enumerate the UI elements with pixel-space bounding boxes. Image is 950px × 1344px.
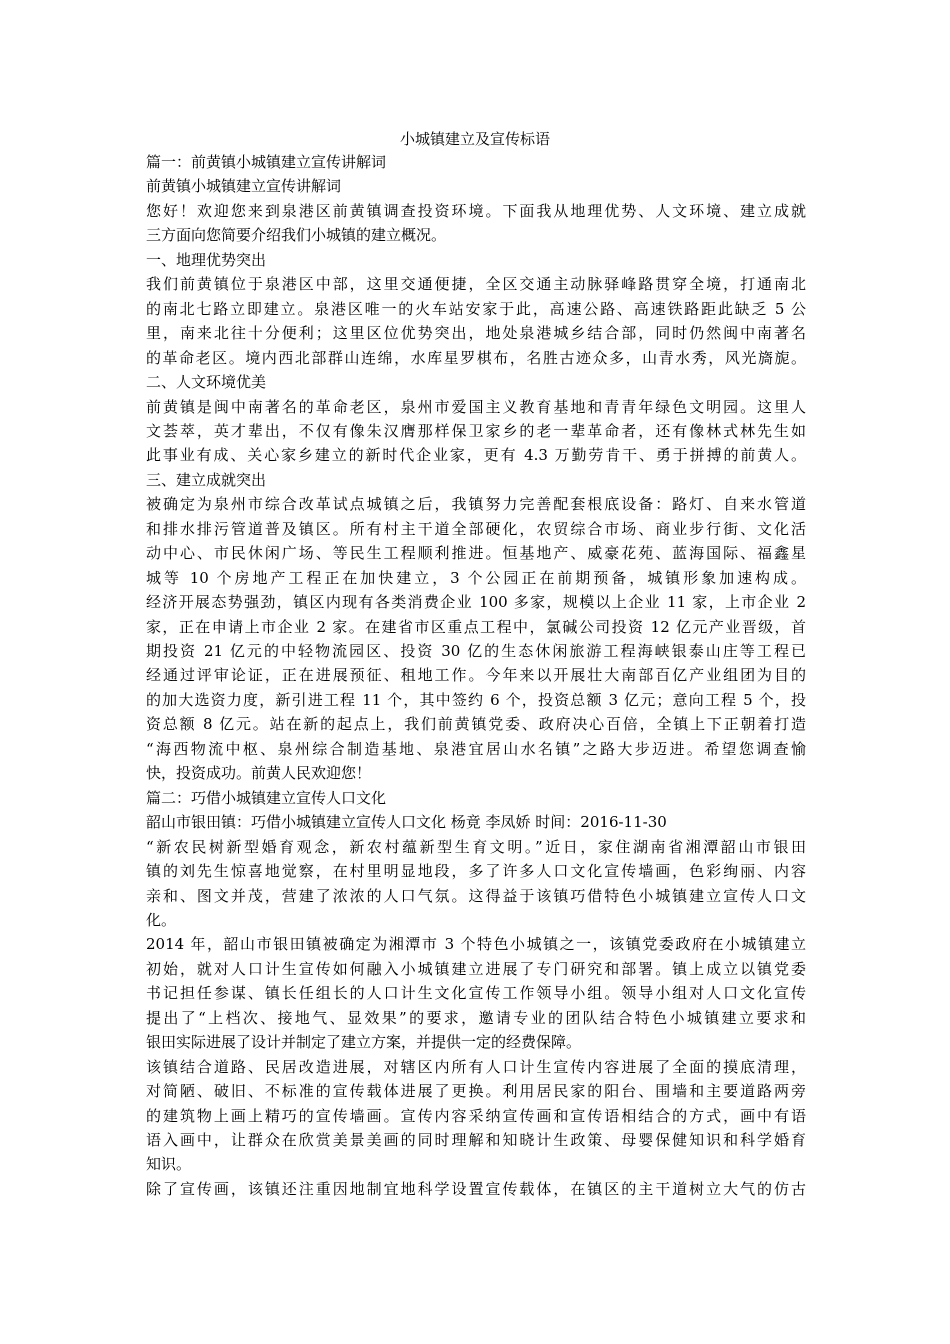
document-title: 小城镇建立及宣传标语: [399, 130, 550, 148]
body-line: 经济开展态势强劲，镇区内现有各类消费企业 100 多家，规模以上企业 11 家，上市企业 2: [146, 593, 806, 612]
body-line: 银田实际进展了设计并制定了建立方案，并提供一定的经费保障。: [146, 1033, 582, 1052]
body-line: 我们前黄镇位于泉港区中部，这里交通便捷，全区交通主动脉驿峰路贯穿全境，打通南北: [146, 275, 806, 294]
body-line: 除了宣传画，该镇还注重因地制宜地科学设置宣传载体，在镇区的主干道树立大气的仿古: [146, 1179, 806, 1198]
body-line: 对简陋、破旧、不标准的宣传载体进展了更换。利用居民家的阳台、围墙和主要道路两旁: [146, 1082, 806, 1101]
body-line: 知识。: [146, 1155, 192, 1174]
body-line: 城等 10 个房地产工程正在加快建立，3 个公园正在前期预备，城镇形象加速构成。: [146, 568, 806, 587]
body-line: 的南北七路立即建立。泉港区唯一的火车站安家于此，高速公路、高速铁路距此缺乏 5 公: [146, 299, 806, 318]
body-line: 前黄镇小城镇建立宣传讲解词: [146, 177, 342, 196]
body-line: 和排水排污管道普及镇区。所有村主干道全部硬化，农贸综合市场、商业步行街、文化活: [146, 519, 806, 538]
body-line: “海西物流中枢、泉州综合制造基地、泉港宜居山水名镇”之路大步迈进。希望您调查愉: [146, 739, 806, 758]
body-line: 三、建立成就突出: [146, 470, 267, 489]
body-line: 的建筑物上画上精巧的宣传墙画。宣传内容采纳宣传画和宣传语相结合的方式，画中有语: [146, 1106, 806, 1125]
body-line: 篇二：巧借小城镇建立宣传人口文化: [146, 788, 387, 807]
body-line: 此事业有成、关心家乡建立的新时代企业家，更有 4.3 万勤劳肯干、勇于拼搏的前黄人。: [146, 446, 806, 465]
body-line: 镇的刘先生惊喜地觉察，在村里明显地段，多了许多人口文化宣传墙画，色彩绚丽、内容: [146, 862, 806, 880]
body-line: 三方面向您简要介绍我们小城镇的建立概况。: [146, 226, 447, 245]
body-line: 2014 年，韶山市银田镇被确定为湘潭市 3 个特色小城镇之一，该镇党委政府在小城镇建立: [146, 935, 806, 954]
body-line: 的加大选资力度，新引进工程 11 个，其中签约 6 个，投资总额 3 亿元；意向工程 5 个，投: [146, 690, 806, 709]
body-line: 化。: [146, 910, 177, 929]
body-line: 文荟萃，英才辈出，不仅有像朱汉膺那样保卫家乡的老一辈革命者，还有像林式林先生如: [146, 421, 806, 440]
body-line: 亲和、图文并茂，营建了浓浓的人口气氛。这得益于该镇巧借特色小城镇建立宣传人口文: [146, 886, 806, 905]
body-line: 篇一：前黄镇小城镇建立宣传讲解词: [146, 153, 387, 171]
body-line: 提出了“上档次、接地气、显效果”的要求，邀请专业的团队结合特色小城镇建立要求和: [146, 1008, 806, 1027]
body-line: 里，南来北往十分便利；这里区位优势突出，地处泉港城乡结合部，同时仍然闽中南著名: [146, 324, 806, 343]
body-line: 的革命老区。境内西北部群山连绵，水库星罗棋布，名胜古迹众多，山青水秀，风光旖旎。: [146, 348, 806, 367]
body-line: 一、地理优势突出: [146, 250, 267, 269]
body-line: 快，投资成功。前黄人民欢迎您！: [146, 764, 372, 783]
body-line: 期投资 21 亿元的中轻物流园区、投资 30 亿的生态休闲旅游工程海峡银泰山庄等工程已: [146, 642, 806, 660]
body-line: 书记担任参谋、镇长任组长的人口计生文化宣传工作领导小组。领导小组对人口文化宣传: [146, 984, 806, 1003]
body-line: 资总额 8 亿元。站在新的起点上，我们前黄镇党委、政府决心百倍，全镇上下正朝着打造: [146, 715, 806, 734]
body-line: 家，正在申请上市企业 2 家。在建省市区重点工程中，氯碱公司投资 12 亿元产业晋级，首: [146, 617, 806, 636]
body-line: 经通过评审论证，正在进展预征、租地工作。今年来以开展壮大南部百亿产业组团为目的: [146, 666, 806, 685]
body-line: 该镇结合道路、民居改造进展，对辖区内所有人口计生宣传内容进展了全面的摸底清理，: [146, 1057, 806, 1076]
body-line: “新农民树新型婚育观念，新农村蕴新型生育文明。”近日，家住湖南省湘潭韶山市银田: [146, 837, 806, 856]
body-line: 被确定为泉州市综合改革试点城镇之后，我镇努力完善配套根底设备：路灯、自来水管道: [146, 495, 806, 514]
body-line: 语入画中，让群众在欣赏美景美画的同时理解和知晓计生政策、母婴保健知识和科学婚育: [146, 1131, 806, 1149]
body-line: 动中心、市民休闲广场、等民生工程顺利推进。恒基地产、威豪花苑、蓝海国际、福鑫星: [146, 544, 806, 563]
body-line: 初始，就对人口计生宣传如何融入小城镇建立进展了专门研究和部署。镇上成立以镇党委: [146, 959, 806, 978]
body-line: 韶山市银田镇：巧借小城镇建立宣传人口文化 杨竟 李凤娇 时间：2016-11-30: [146, 813, 667, 832]
body-line: 前黄镇是闽中南著名的革命老区，泉州市爱国主义教育基地和青青年绿色文明园。这里人: [146, 397, 806, 416]
body-line: 二、人文环境优美: [146, 373, 267, 391]
body-line: 您好！欢迎您来到泉港区前黄镇调查投资环境。下面我从地理优势、人文环境、建立成就: [146, 201, 806, 220]
